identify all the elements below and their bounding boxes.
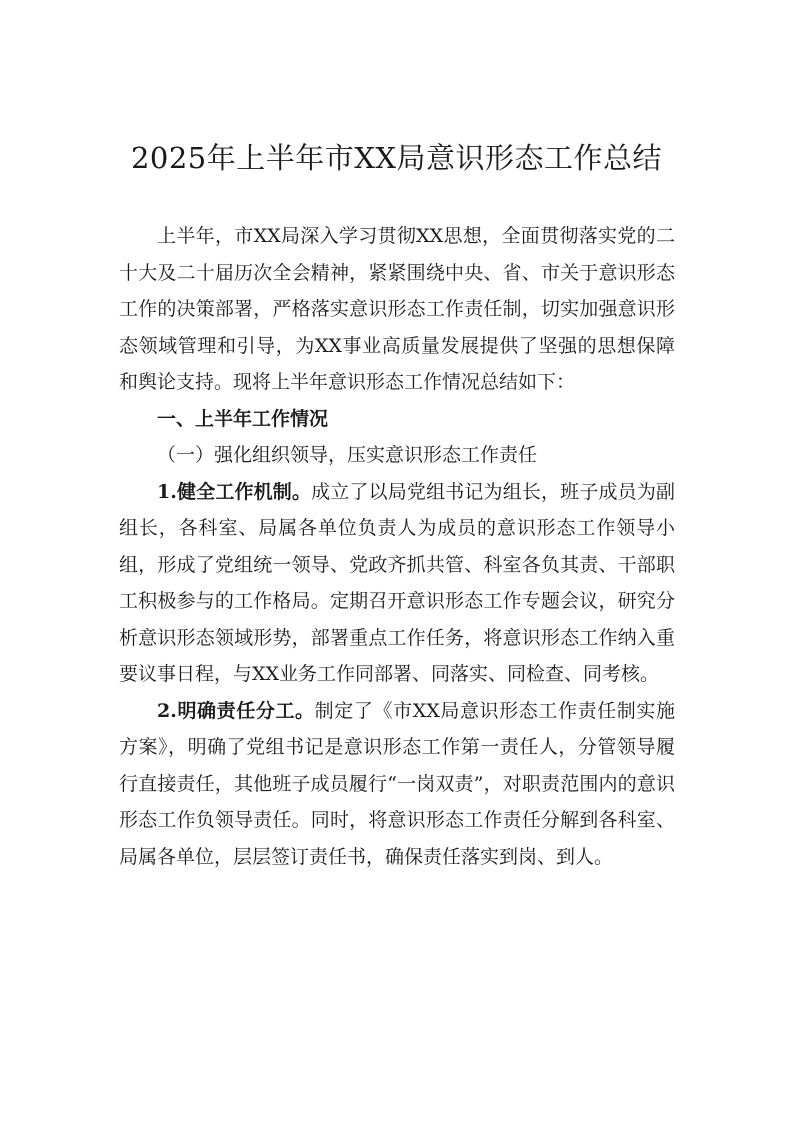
subsection-heading: （一）强化组织领导，压实意识形态工作责任 [157, 444, 538, 466]
section-heading: 一、上半年工作情况 [157, 407, 329, 430]
item-2-text: 制定了《市XX局意识形态工作责任制实施方案》，明确了党组书记是意识形态工作第一责任人，分管领导履行直接责任，其他班子成员履行“一岗双责”，对职责范围内的意识形态工作负领导责任。同时，将意识形态工作责任分解到各科室、局属各单位，层层签订责任书，确保责任落实到岗、到人。 [119, 699, 675, 868]
item-paragraph-2 [119, 693, 675, 876]
document-title: 2025年上半年市XX局意识形态工作总结 [130, 141, 663, 175]
intro-paragraph: 上半年，市XX局深入学习贯彻XX思想，全面贯彻落实党的二十大及二十届历次全会精神，紧紧围绕中央、省、市关于意识形态工作的决策部署，严格落实意识形态工作责任制，切实加强意识形态领域管理和引导，为XX事业高质量发展提供了坚强的思想保障和舆论支持。现将上半年意识形态工作情况总结如下： [119, 225, 675, 393]
document-body [119, 218, 675, 875]
item-paragraph-1 [119, 474, 675, 693]
item-2-lead: 2.明确责任分工。 [157, 699, 315, 722]
item-1-text: 成立了以局党组书记为组长，班子成员为副组长，各科室、局属各单位负责人为成员的意识形态工作领导小组，形成了党组统一领导、党政齐抓共管、科室各负其责、干部职工积极参与的工作格局。定期召开意识形态工作专题会议，研究分析意识形态领域形势，部署重点工作任务，将意识形态工作纳入重要议事日程，与XX业务工作同部署、同落实、同检查、同考核。 [119, 480, 675, 685]
item-1-lead: 1.健全工作机制。 [157, 480, 312, 503]
